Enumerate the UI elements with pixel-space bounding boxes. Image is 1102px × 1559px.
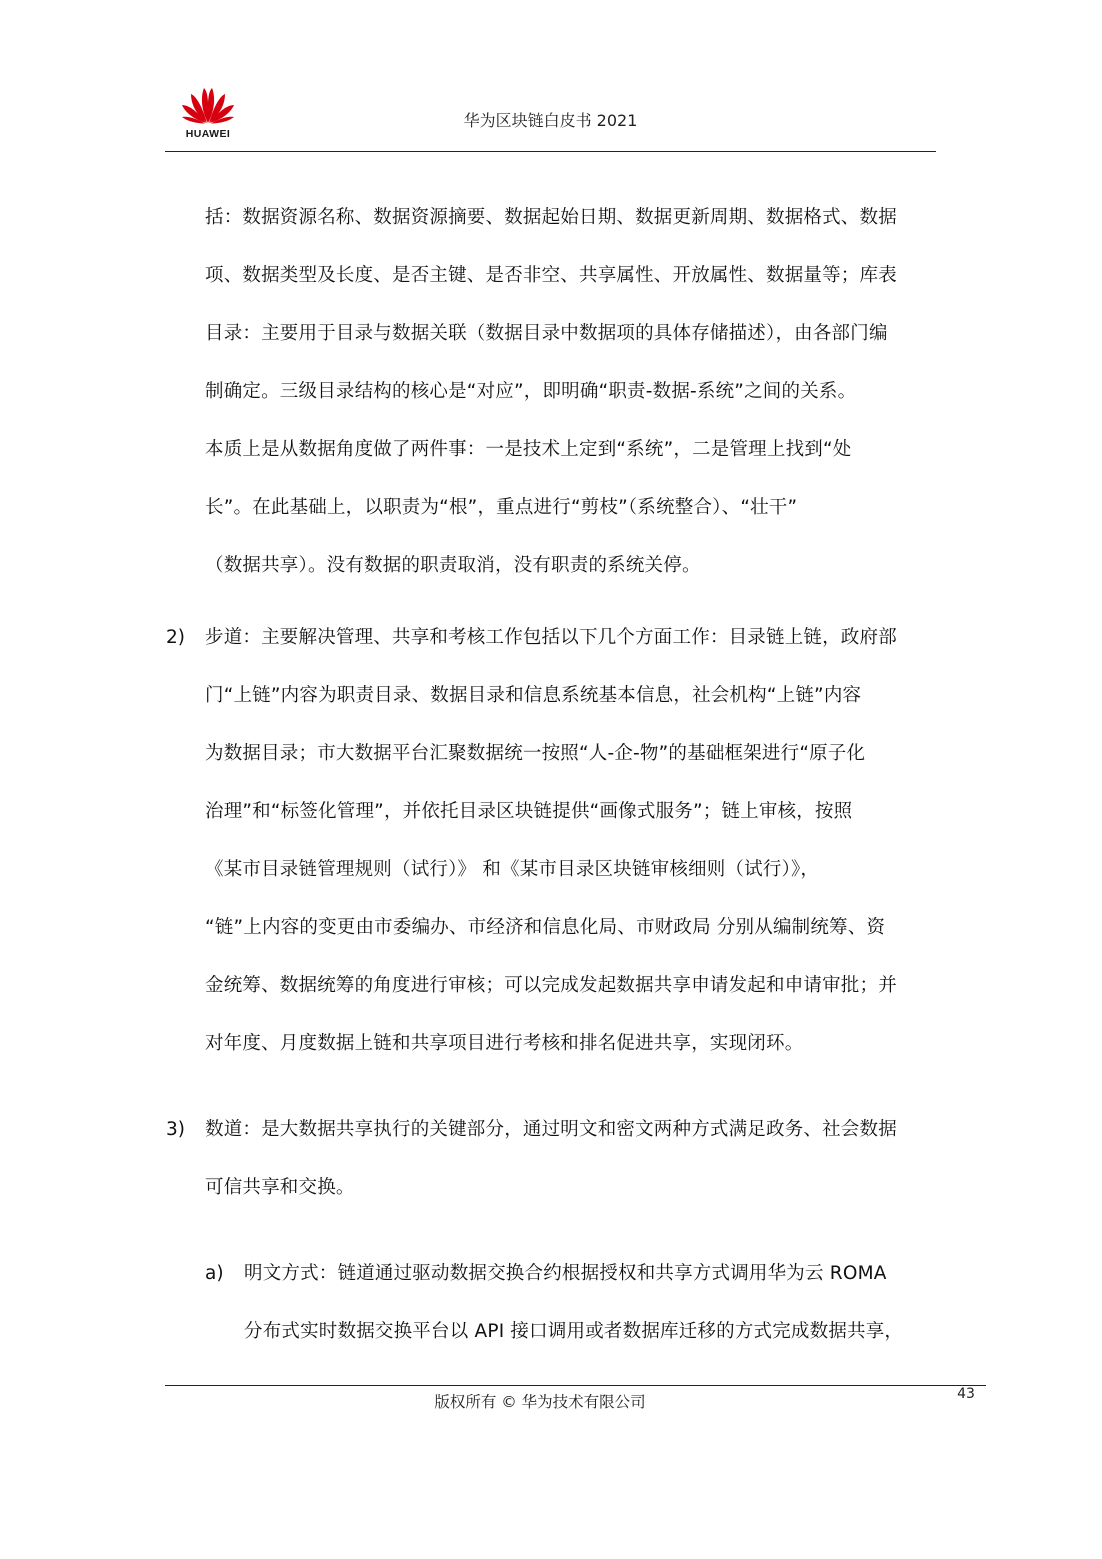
list-item-line: 《某市目录链管理规则（试行）》 和《某市目录区块链审核细则（试行）》， xyxy=(205,859,820,880)
paragraph-line: 本质上是从数据角度做了两件事：一是技术上定到“系统”，二是管理上找到“处 xyxy=(205,439,852,460)
list-item-line: 数道：是大数据共享执行的关键部分，通过明文和密文两种方式满足政务、社会数据 xyxy=(205,1119,897,1140)
list-number: 2) xyxy=(166,627,185,648)
list-item-line: 步道：主要解决管理、共享和考核工作包括以下几个方面工作：目录链上链，政府部 xyxy=(205,627,897,648)
sublist-item-line: 分布式实时数据交换平台以 API 接口调用或者数据库迁移的方式完成数据共享， xyxy=(244,1321,904,1342)
paragraph-line: 括：数据资源名称、数据资源摘要、数据起始日期、数据更新周期、数据格式、数据 xyxy=(205,207,897,228)
paragraph-line: （数据共享）。没有数据的职责取消，没有职责的系统关停。 xyxy=(205,555,701,576)
sublist-number: a) xyxy=(205,1263,224,1284)
footer-divider xyxy=(165,1385,986,1386)
paragraph-line: 目录：主要用于目录与数据关联（数据目录中数据项的具体存储描述），由各部门编 xyxy=(205,323,888,344)
paragraph-line: 制确定。三级目录结构的核心是“对应”，即明确“职责-数据-系统”之间的关系。 xyxy=(205,381,857,402)
list-item-line: 治理”和“标签化管理”，并依托目录区块链提供“画像式服务”；链上审核，按照 xyxy=(205,801,853,822)
list-item-line: 金统筹、数据统筹的角度进行审核；可以完成发起数据共享申请发起和申请审批；并 xyxy=(205,975,897,996)
list-item-line: 可信共享和交换。 xyxy=(205,1177,355,1198)
logo-text: HUAWEI xyxy=(185,128,231,140)
list-item-line: 为数据目录；市大数据平台汇聚数据统一按照“人-企-物”的基础框架进行“原子化 xyxy=(205,743,866,764)
list-number: 3) xyxy=(166,1119,185,1140)
list-item-line: “链”上内容的变更由市委编办、市经济和信息化局、市财政局 分别从编制统筹、资 xyxy=(205,917,886,938)
document-title: 华为区块链白皮书 2021 xyxy=(463,111,638,130)
list-item-line: 对年度、月度数据上链和共享项目进行考核和排名促进共享，实现闭环。 xyxy=(205,1033,804,1054)
list-item-line: 门“上链”内容为职责目录、数据目录和信息系统基本信息，社会机构“上链”内容 xyxy=(205,685,862,706)
paragraph-line: 长”。在此基础上，以职责为“根”，重点进行“剪枝”（系统整合）、“壮干” xyxy=(205,497,798,518)
page-number: 43 xyxy=(957,1386,975,1402)
paragraph-line: 项、数据类型及长度、是否主键、是否非空、共享属性、开放属性、数据量等；库表 xyxy=(205,265,897,286)
copyright-text: 版权所有 © 华为技术有限公司 xyxy=(434,1393,646,1411)
sublist-item-line: 明文方式：链道通过驱动数据交换合约根据授权和共享方式调用华为云 ROMA xyxy=(244,1263,887,1284)
